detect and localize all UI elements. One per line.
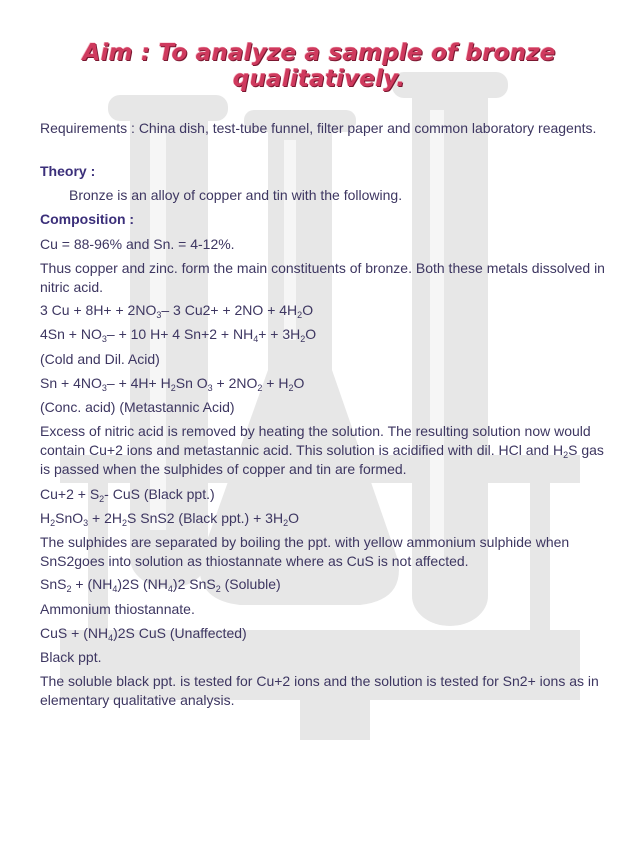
thiostannate-label: Ammonium thiostannate. bbox=[40, 601, 195, 617]
requirements-paragraph: Requirements : China dish, test-tube funnel, filter paper and common laboratory reagents. bbox=[40, 120, 597, 136]
equation-1: 3 $Cu + 8H+ + 2NO_3-$ 3 $Cu2+ + 2NO + 4H_2O$ bbox=[40, 302, 314, 320]
equation-6: $SnS_2 + (NH_4)2S$ $(NH_4)2$ SnS$_2$ (Soluble) bbox=[40, 576, 281, 594]
sulphides-paragraph: The sulphides are separated by boiling the ppt. with yellow ammonium sulphide when SnS2goes into solution as thiostannate where as CuS is not affected. bbox=[40, 534, 570, 569]
excess-nitric-paragraph: Excess of nitric acid is removed by heating the solution. The resulting solution now would contain Cu+2 ions and metastannic acid. This solution is acidified with dil. HCl and $H_2S$ gas is passed when the sulphides of copper and tin are formed. bbox=[40, 423, 604, 477]
cold-acid-note: (Cold and Dil. Acid) bbox=[40, 351, 160, 367]
equation-2: $4Sn + NO_3- + 10$ H+ 4 $Sn+2 + NH_4+ + 3H_2O$ bbox=[40, 326, 317, 344]
conc-acid-note: (Conc. acid) (Metastannic Acid) bbox=[40, 399, 235, 415]
equation-3: $Sn + 4NO_3- + 4H+ H_2Sn$ $O_3 + 2NO_2 + H_2O$ bbox=[40, 375, 305, 393]
theory-text: Bronze is an alloy of copper and tin with the following. bbox=[69, 187, 403, 203]
final-paragraph: The soluble black ppt. is tested for Cu+2 ions and the solution is tested for Sn2+ ions as in elementary qualitative analysis. bbox=[40, 673, 599, 708]
nitric-acid-paragraph: Thus copper and zinc. form the main constituents of bronze. Both these metals dissolved in nitric acid. bbox=[40, 260, 605, 295]
equation-5: $H_2SnO_3 + 2H_2S$ SnS2 (Black $ppt.) + 3H_2O$ bbox=[40, 510, 299, 528]
theory-heading: Theory : bbox=[40, 163, 96, 179]
page-title: Aim : To analyze a sample of bronze qualitatively. bbox=[82, 40, 556, 92]
composition-heading: Composition : bbox=[40, 211, 135, 227]
composition-text: Cu = 88-96% and Sn. = 4-12%. bbox=[40, 236, 235, 252]
equation-7: CuS + $(NH_4)2S$ CuS (Unaffected) bbox=[40, 625, 247, 643]
equation-4: $Cu+2 + S_2-$ CuS (Black ppt.) bbox=[40, 486, 215, 504]
black-ppt-label: Black ppt. bbox=[40, 649, 102, 665]
